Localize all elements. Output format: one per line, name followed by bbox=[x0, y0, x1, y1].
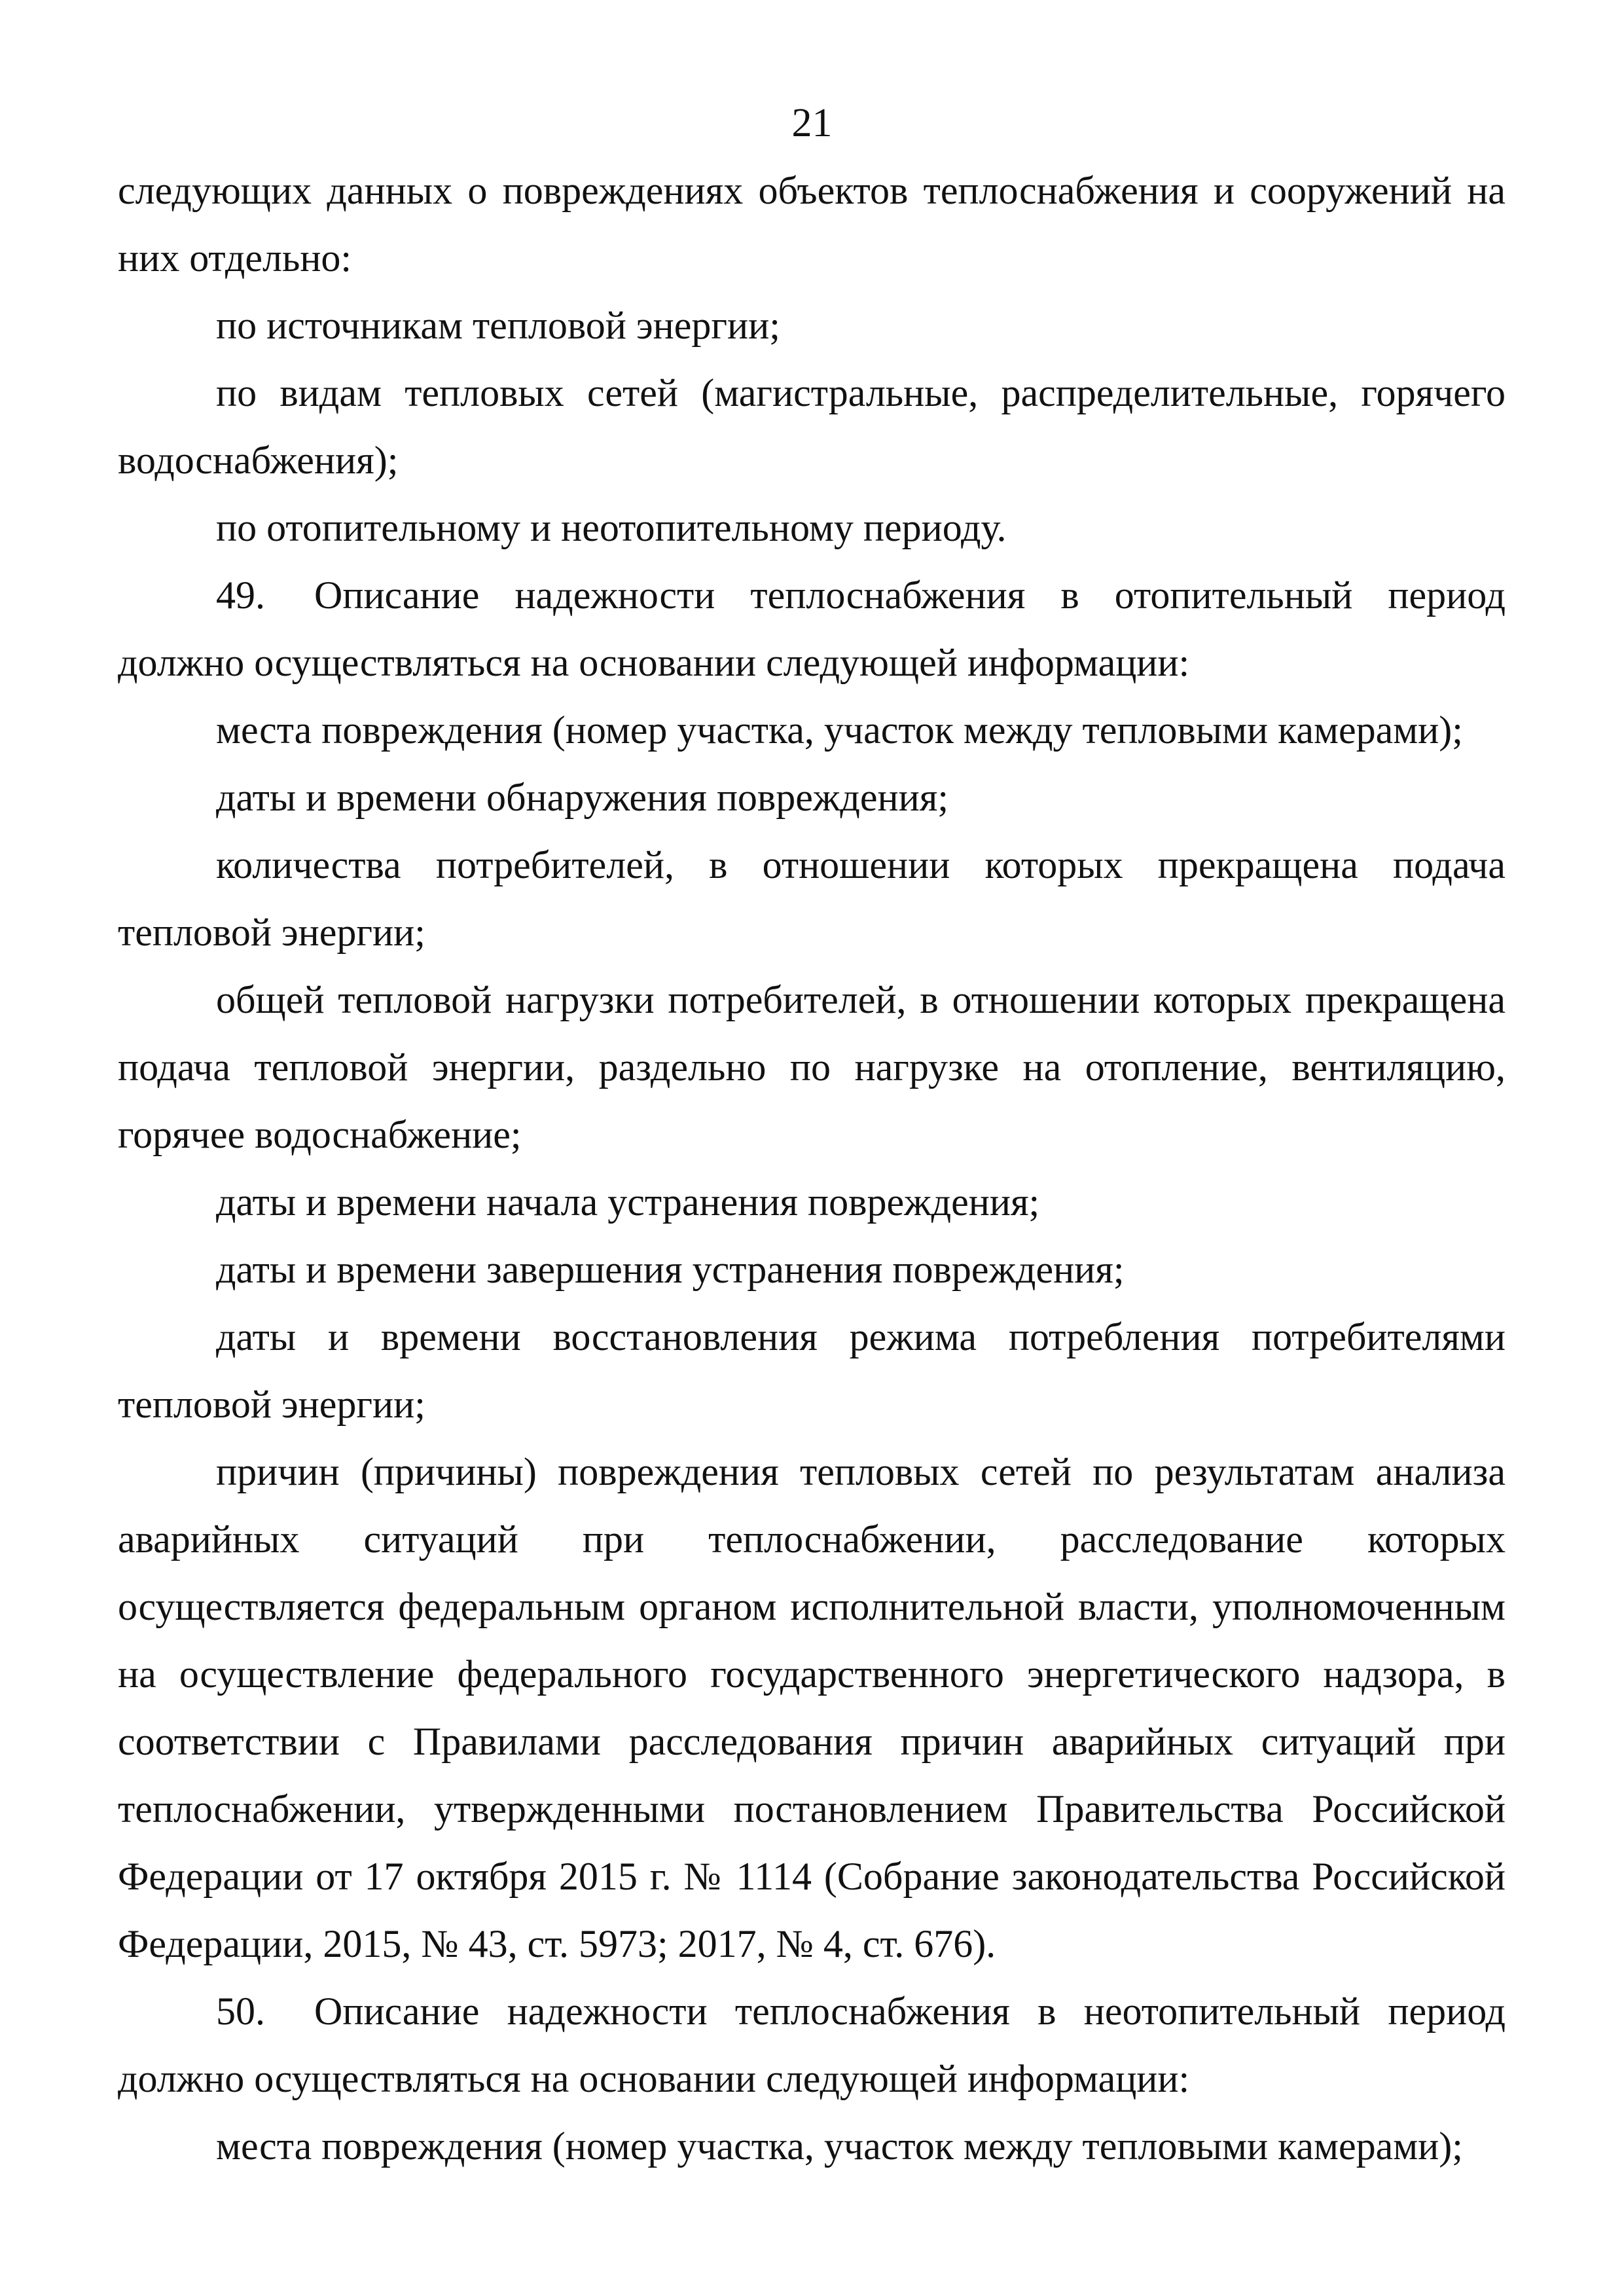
paragraph-text: даты и времени завершения устранения повреждения; bbox=[216, 1248, 1125, 1291]
paragraph-text: места повреждения (номер участка, участок между тепловыми камерами); bbox=[216, 708, 1463, 752]
list-item-heat-sources bbox=[118, 292, 1506, 359]
list-item-damage-location bbox=[118, 2113, 1506, 2180]
paragraph-text: места повреждения (номер участка, участок между тепловыми камерами); bbox=[216, 2124, 1463, 2168]
paragraph-text: даты и времени обнаружения повреждения; bbox=[216, 776, 948, 819]
paragraph-text: причин (причины) повреждения тепловых сетей по результатам анализа аварийных ситуаций при теплоснабжении, расследование которых осуществляется федеральным органом исполнительной власти, уполномоченным на осуществление федерального государственного энергетического надзора, в соответствии с Правилами расследования причин аварийных ситуаций при теплоснабжении, утвержденными постановлением Правительства Российской Федерации от 17 октября 2015 г. № 1114 (Собрание законодательства Российской Федерации, 2015, № 43, ст. 5973; 2017, № 4, ст. 676). bbox=[118, 1450, 1515, 1965]
clause-number: 49. bbox=[216, 574, 265, 617]
clause-number: 50. bbox=[216, 1990, 265, 2033]
page-number: 21 bbox=[791, 101, 833, 145]
clause-text: Описание надежности теплоснабжения в отопительный период должно осуществляться на основании следующей информации: bbox=[118, 574, 1515, 684]
paragraph-text: даты и времени начала устранения повреждения; bbox=[216, 1180, 1040, 1224]
clause-49 bbox=[118, 562, 1515, 697]
paragraph-text: по отопительному и неотопительному периоду. bbox=[216, 506, 1007, 549]
list-item-restoration-time bbox=[118, 1303, 1515, 1438]
paragraph-text: по видам тепловых сетей (магистральные, распределительные, горячего водоснабжения); bbox=[118, 371, 1515, 482]
list-item-damage-location bbox=[118, 697, 1506, 764]
paragraph-continuation bbox=[118, 157, 1515, 292]
list-item-damage-causes bbox=[118, 1438, 1515, 1978]
list-item-total-load bbox=[118, 966, 1515, 1169]
list-item-repair-end bbox=[118, 1236, 1506, 1303]
document-body bbox=[118, 157, 1515, 2180]
paragraph-text: количества потребителей, в отношении которых прекращена подача тепловой энергии; bbox=[118, 843, 1515, 954]
paragraph-text: даты и времени восстановления режима потребления потребителями тепловой энергии; bbox=[118, 1315, 1515, 1426]
list-item-heating-periods bbox=[118, 494, 1506, 562]
clause-text: Описание надежности теплоснабжения в неотопительный период должно осуществляться на основании следующей информации: bbox=[118, 1990, 1515, 2100]
clause-50 bbox=[118, 1978, 1515, 2113]
paragraph-text: общей тепловой нагрузки потребителей, в отношении которых прекращена подача тепловой энергии, раздельно по нагрузке на отопление, вентиляцию, горячее водоснабжение; bbox=[118, 978, 1515, 1156]
list-item-detection-time bbox=[118, 764, 1506, 831]
list-item-repair-start bbox=[118, 1169, 1506, 1236]
paragraph-text: следующих данных о повреждениях объектов теплоснабжения и сооружений на них отдельно: bbox=[118, 169, 1515, 280]
list-item-network-types bbox=[118, 359, 1515, 494]
list-item-consumers-count bbox=[118, 831, 1515, 966]
paragraph-text: по источникам тепловой энергии; bbox=[216, 304, 780, 347]
